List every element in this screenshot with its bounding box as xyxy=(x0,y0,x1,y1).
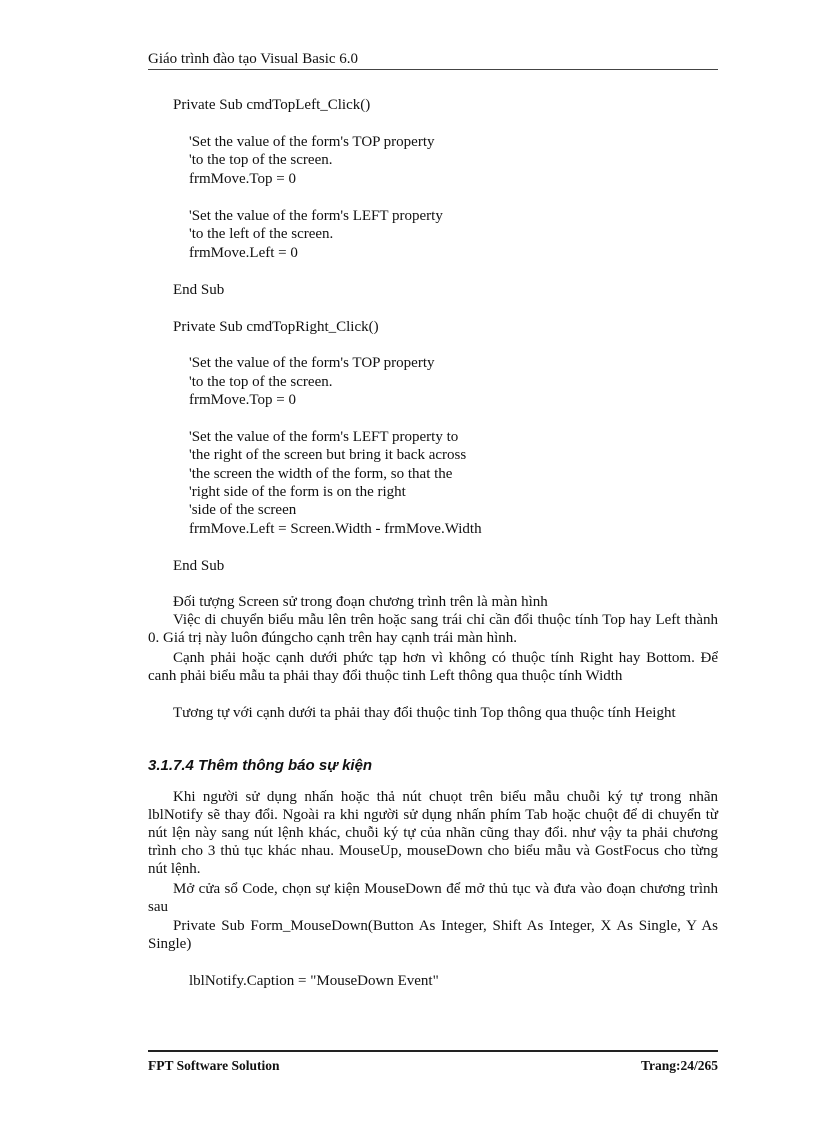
code-line: 'Set the value of the form's LEFT property xyxy=(189,208,443,224)
code-line: frmMove.Left = Screen.Width - frmMove.Width xyxy=(189,521,482,537)
paragraph-text: Cạnh phải hoặc cạnh dưới phức tạp hơn vì không có thuộc tính Right hay Bottom. Để canh phải biểu mẫu ta phải thay đổi thuộc tinh Left thông qua thuộc tính Width xyxy=(148,650,718,684)
code-line: frmMove.Top = 0 xyxy=(189,171,296,187)
paragraph-text: Mở cửa sổ Code, chọn sự kiện MouseDown để mở thủ tục và đưa vào đoạn chương trình sau xyxy=(148,881,718,915)
paragraph-text: Khi người sử dụng nhấn hoặc thả nút chuọt trên biểu mẫu chuỗi ký tự trong nhãn lblNotify sẽ thay đổi. Ngoài ra khi người sử dụng nhấn phím Tab hoặc chuột để di chuyển từ nút lện này sang nút lệnh khác, chuỗi ký tự của nhãn cũng thay đổi. như vậy ta phải chương trình cho 3 thủ tục khác nhau. MouseUp, mouseDown cho biểu mẫu và GostFocus cho từng nút lệnh. xyxy=(148,789,718,877)
code-line: 'to the top of the screen. xyxy=(189,374,333,390)
code-line: Private Sub cmdTopRight_Click() xyxy=(173,319,379,335)
code-line: 'the screen the width of the form, so that the xyxy=(189,466,453,482)
body-paragraph xyxy=(148,649,718,685)
code-line: 'Set the value of the form's TOP property xyxy=(189,134,435,150)
footer-page-number: Trang:24/265 xyxy=(641,1058,718,1073)
code-line: End Sub xyxy=(173,282,225,298)
footer-company: FPT Software Solution xyxy=(148,1058,280,1073)
code-line: Private Sub cmdTopLeft_Click() xyxy=(173,97,371,113)
code-line: frmMove.Top = 0 xyxy=(189,392,296,408)
paragraph-text: Private Sub Form_MouseDown(Button As Integer, Shift As Integer, X As Single, Y As Single) xyxy=(148,918,718,952)
code-line: 'Set the value of the form's LEFT property to xyxy=(189,429,459,445)
paragraph-text: Việc di chuyển biểu mẫu lên trên hoặc sang trái chỉ cần đổi thuộc tính Top hay Left thành 0. Giá trị này luôn đúngcho cạnh trên hay cạnh trái màn hình. xyxy=(148,612,718,646)
code-line: 'side of the screen xyxy=(189,502,297,518)
body-paragraph xyxy=(148,917,718,953)
paragraph-text: Tương tự với cạnh dưới ta phải thay đổi thuộc tinh Top thông qua thuộc tính Height xyxy=(173,705,676,721)
code-line: 'Set the value of the form's TOP property xyxy=(189,355,435,371)
code-line: lblNotify.Caption = "MouseDown Event" xyxy=(189,973,439,989)
code-line: 'to the top of the screen. xyxy=(189,152,333,168)
paragraph-text: Đối tượng Screen sử trong đoạn chương trình trên là màn hình xyxy=(173,594,548,610)
code-line: End Sub xyxy=(173,558,225,574)
page-header-title: Giáo trình đào tạo Visual Basic 6.0 xyxy=(148,51,359,67)
section-heading: 3.1.7.4 Thêm thông báo sự kiện xyxy=(148,757,373,774)
body-paragraph xyxy=(148,704,718,722)
footer-divider xyxy=(148,1050,718,1052)
body-paragraph xyxy=(148,593,718,611)
body-paragraph xyxy=(148,788,718,878)
code-line: 'to the left of the screen. xyxy=(189,226,334,242)
header-divider xyxy=(148,69,718,70)
code-line: 'right side of the form is on the right xyxy=(189,484,406,500)
body-paragraph xyxy=(148,611,718,647)
code-line: 'the right of the screen but bring it back across xyxy=(189,447,467,463)
body-paragraph xyxy=(148,880,718,916)
code-line: frmMove.Left = 0 xyxy=(189,245,298,261)
